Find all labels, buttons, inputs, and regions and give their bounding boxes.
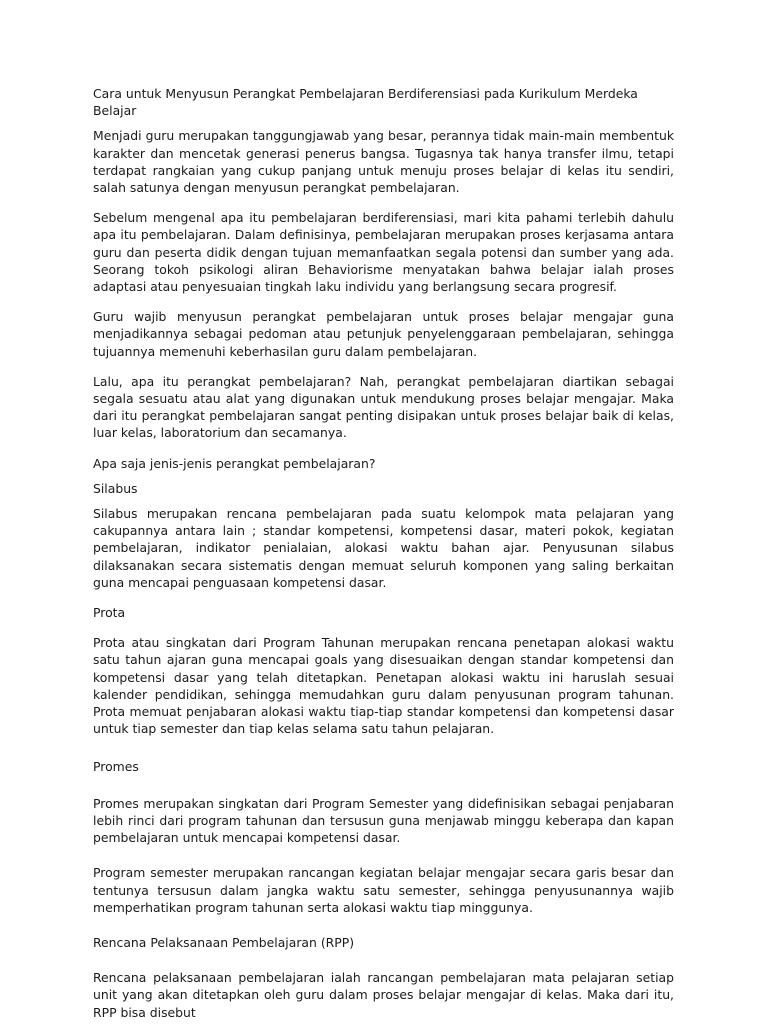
heading-promes: Promes bbox=[93, 758, 139, 774]
paragraph-question: Apa saja jenis-jenis perangkat pembelajaran? bbox=[93, 455, 376, 471]
paragraph-perangkat-definition: Lalu, apa itu perangkat pembelajaran? Nah, perangkat pembelajaran diartikan sebagai segala sesuatu atau alat yang digunakan untuk mendukung proses belajar mengajar. Maka dari itu perangkat pembelajaran sangat penting disipakan untuk proses belajar baik di kelas, luar kelas, laboratorium dan secamanya. bbox=[93, 373, 674, 441]
paragraph-silabus: Silabus merupakan rencana pembelajaran pada suatu kelompok mata pelajaran yang cakupannya antara lain ; standar kompetensi, kompetensi dasar, materi pokok, kegiatan pembelajaran, indikator penialaian, alokasi waktu bahan ajar. Penyusunan silabus dilaksanakan secara sistematis dengan memuat seluruh komponen yang saling berkaitan guna mencapai penguasaan kompetensi dasar. bbox=[93, 506, 674, 590]
paragraph-guru-wajib: Guru wajib menyusun perangkat pembelajaran untuk proses belajar mengajar guna menjadikannya sebagai pedoman atau petunjuk penyelenggaraan pembelajaran, sehingga tujuannya memenuhi keberhasilan guru dalam pembelajaran. bbox=[93, 309, 674, 359]
heading-prota: Prota bbox=[93, 605, 126, 621]
heading-rpp: Rencana Pelaksanaan Pembelajaran (RPP) bbox=[93, 934, 355, 950]
paragraph-promes: Promes merupakan singkatan dari Program Semester yang didefinisikan sebagai penjabaran lebih rinci dari program tahunan dan tersusun guna menjawab minggu keberapa dan kapan pembelajaran untuk mencapai kompetensi dasar. bbox=[93, 795, 674, 846]
heading-silabus: Silabus bbox=[93, 480, 138, 496]
paragraph-rpp: Rencana pelaksanaan pembelajaran ialah rancangan pembelajaran mata pelajaran setiap unit yang akan ditetapkan oleh guru dalam proses belajar mengajar di kelas. Maka dari itu, RPP bisa disebut bbox=[93, 970, 674, 1020]
paragraph-prota: Prota atau singkatan dari Program Tahunan merupakan rencana penetapan alokasi waktu satu tahun ajaran guna mencapai goals yang disesuaikan dengan standar kompetensi dan kompetensi dasar yang telah ditetapkan. Penetapan alokasi waktu ini haruslah sesuai kalender pendidikan, sehingga memudahkan guru dalam penyusunan program tahunan. Prota memuat penjabaran alokasi waktu tiap-tiap standar kompetensi dan kompetensi dasar untuk tiap semester dan tiap kelas selama satu tahun pelajaran. bbox=[93, 635, 674, 737]
paragraph-intro: Menjadi guru merupakan tanggungjawab yang besar, perannya tidak main-main membentuk karakter dan mencetak generasi penerus bangsa. Tugasnya tak hanya transfer ilmu, tetapi terdapat rangkaian yang cukup panjang untuk menuju proses belajar di kelas itu sendiri, salah satunya dengan menyusun perangkat pembelajaran. bbox=[93, 128, 674, 196]
document-title: Cara untuk Menyusun Perangkat Pembelajaran Berdiferensiasi pada Kurikulum Merdeka Belajar bbox=[93, 86, 638, 119]
paragraph-program-semester: Program semester merupakan rancangan kegiatan belajar mengajar secara garis besar dan tentunya tersusun dalam jangka waktu satu semester, sehingga penyusunannya wajib memperhatikan program tahunan serta alokasi waktu tiap minggunya. bbox=[93, 865, 674, 915]
paragraph-pembelajaran-definition: Sebelum mengenal apa itu pembelajaran berdiferensiasi, mari kita pahami terlebih dahulu apa itu pembelajaran. Dalam definisinya, pembelajaran merupakan proses kerjasama antara guru dan peserta didik dengan tujuan memanfaatkan segala potensi dan sumber yang ada. Seorang tokoh psikologi aliran Behaviorisme menyatakan bahwa belajar ialah proses adaptasi atau penyesuaian tingkah laku individu yang berlangsung secara progresif. bbox=[93, 210, 674, 295]
